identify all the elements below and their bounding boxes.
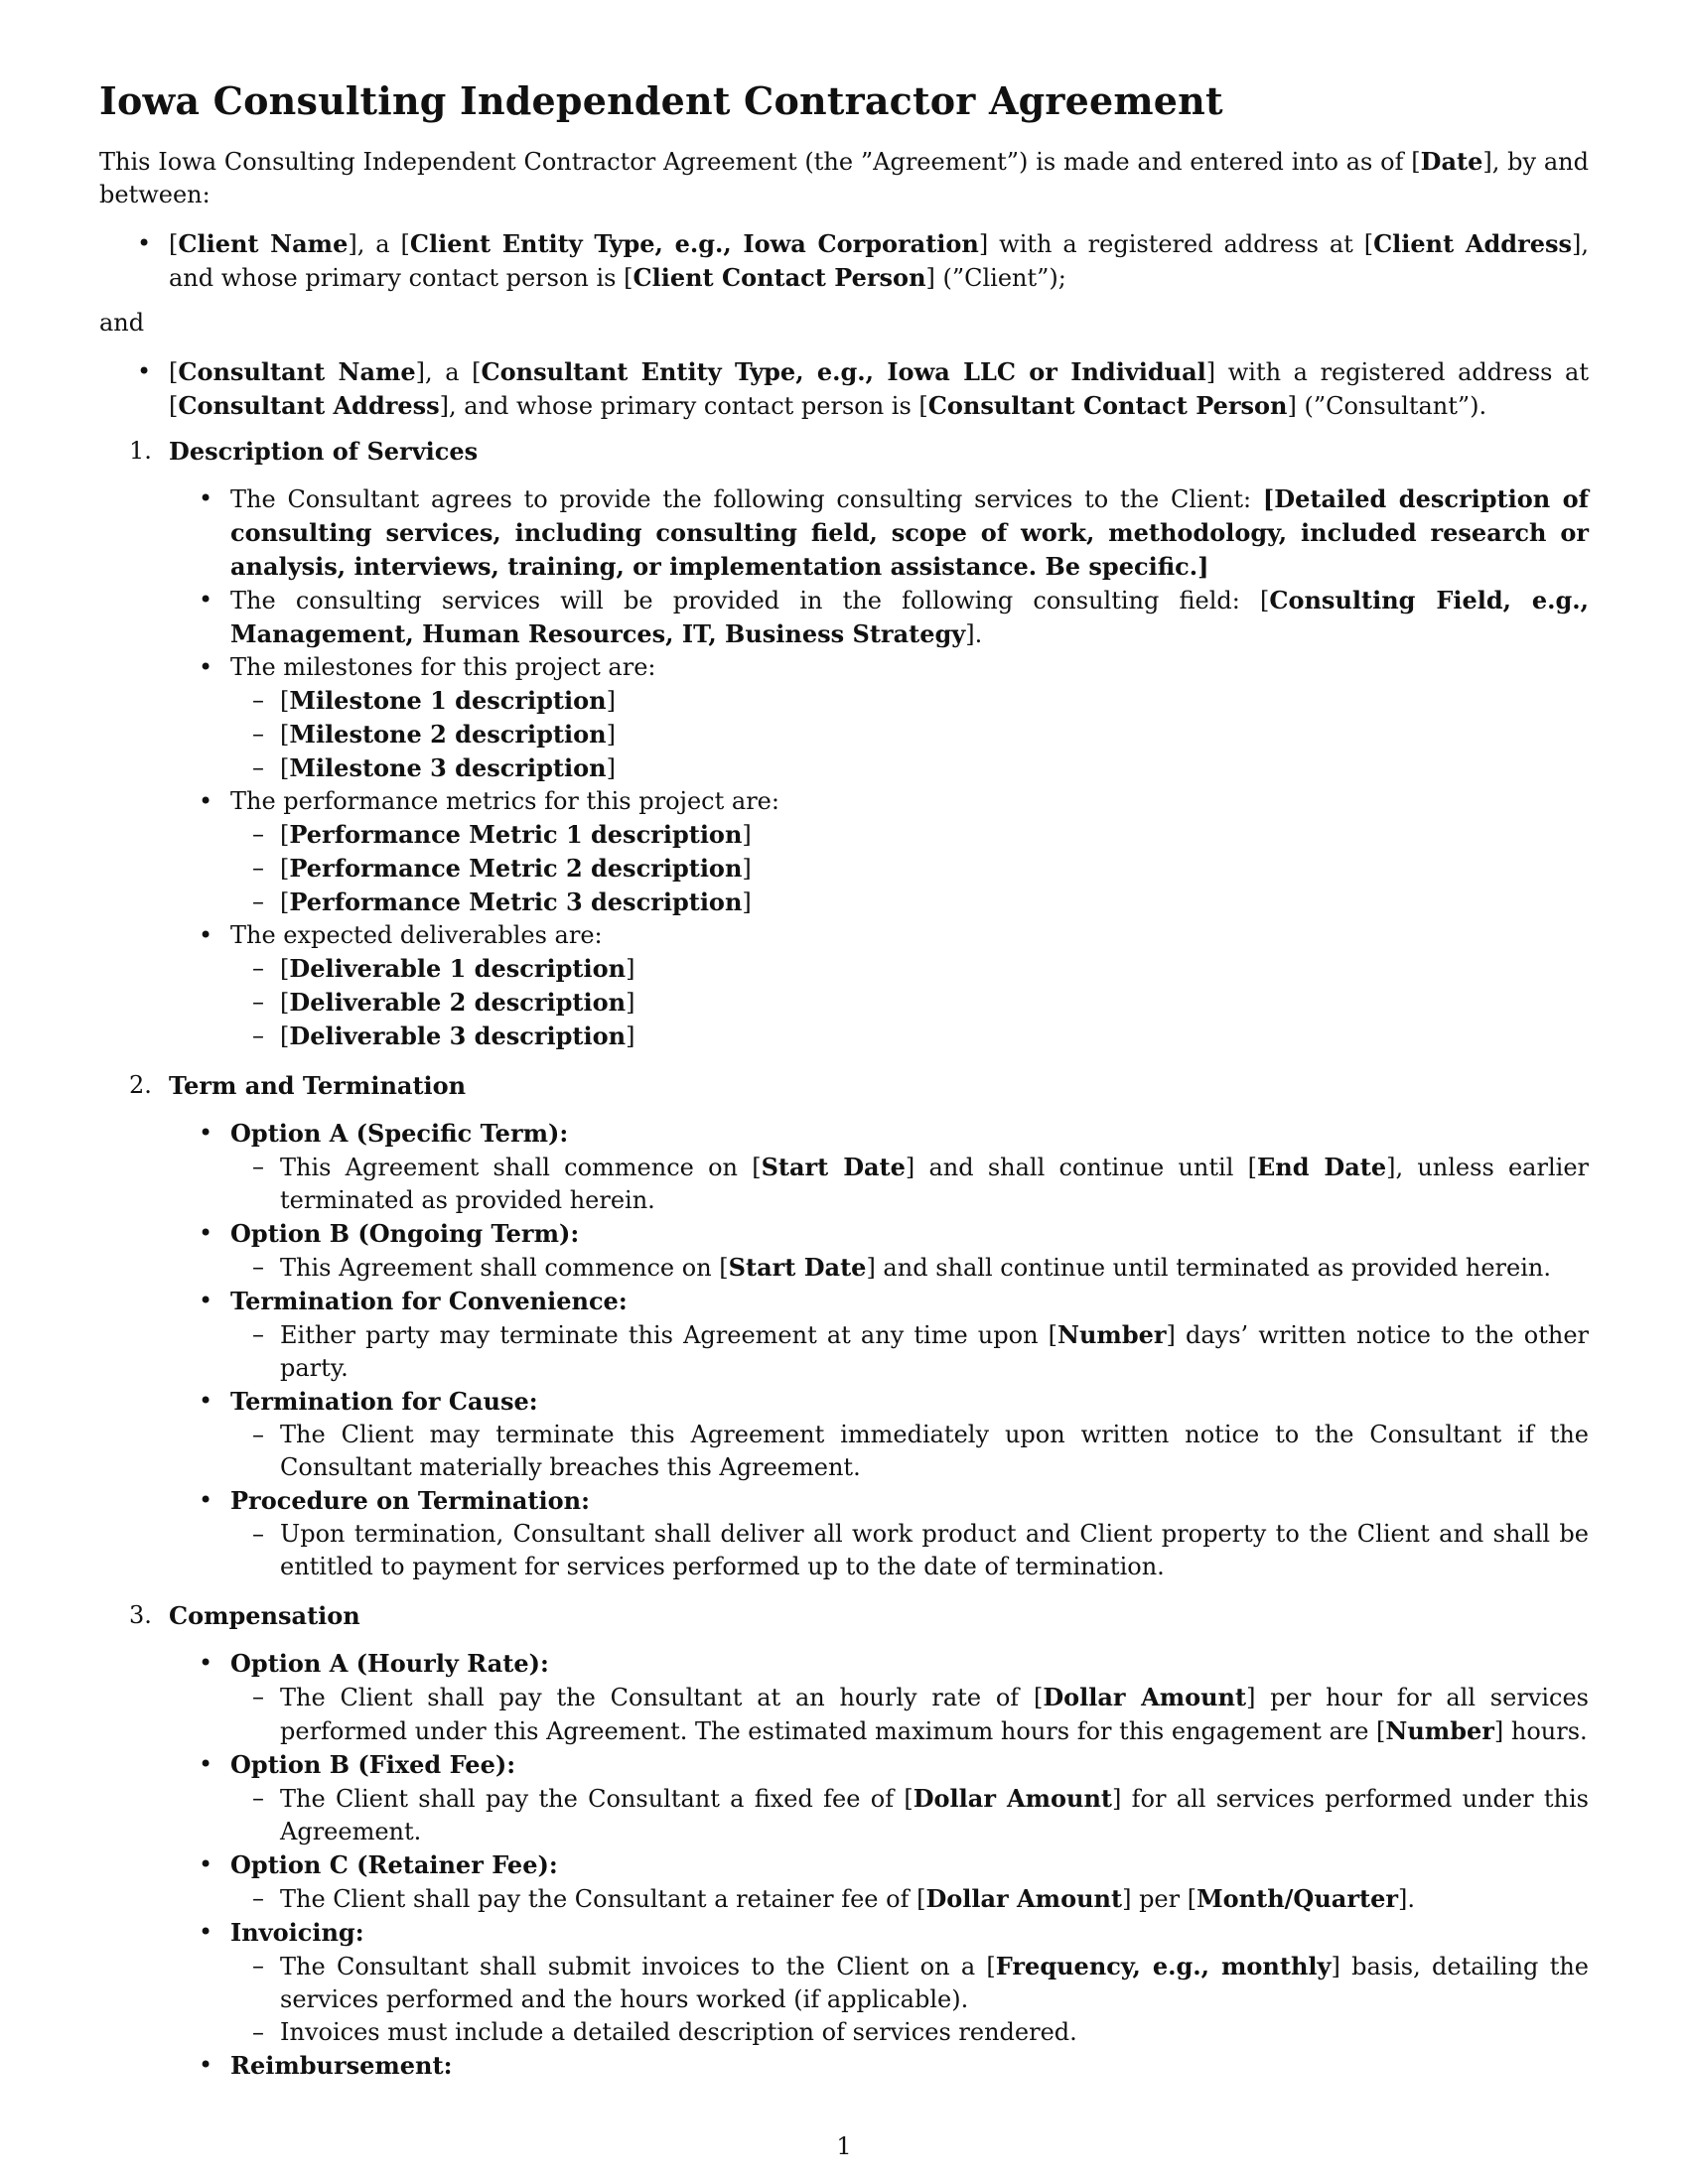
section-number: 3. bbox=[129, 1601, 152, 1629]
date-placeholder: Date bbox=[1420, 147, 1483, 176]
client-entity-placeholder: Client Entity Type, e.g., Iowa Corporation bbox=[409, 229, 979, 258]
compensation-list bbox=[169, 1647, 1589, 2083]
list-item: – [Deliverable 1 description] bbox=[230, 952, 1589, 986]
list-item: – [Milestone 2 description] bbox=[230, 718, 1589, 751]
list-item: – Upon termination, Consultant shall deliver all work product and Client property to the Client and shall be entitled to payment for services performed up to the date of termination. bbox=[230, 1518, 1589, 1583]
comp-option-a: • Option A (Hourly Rate): – The Client shall pay the Consultant at an hourly rate of [Dollar Amount] per hour for all services performed under this Agreement. The estimated maximum hours for this engagement are [Number] hours. bbox=[169, 1647, 1589, 1748]
section-title: Description of Services bbox=[169, 437, 479, 466]
invoicing: • Invoicing: – The Consultant shall submit invoices to the Client on a [Frequency, e.g., monthly] basis, detailing the services performed and the hours worked (if applicable). – Invoices must include a detailed description of services rendered. bbox=[169, 1916, 1589, 2049]
sections-list bbox=[99, 435, 1589, 2083]
section-compensation bbox=[99, 1599, 1589, 2083]
services-list bbox=[169, 482, 1589, 1053]
consultant-party-list bbox=[99, 355, 1589, 423]
section-term-and-termination bbox=[99, 1069, 1589, 1583]
milestones-item: • The milestones for this project are: – [Milestone 1 description] – [Milestone 2 description] – [Milestone 3 description] bbox=[169, 651, 1589, 785]
consultant-party: • [Consultant Name], a [Consultant Entity Type, e.g., Iowa LLC or Individual] with a registered address at [Consultant Address], and whose primary contact person is [Consultant Contact Person] (”Consultant”). bbox=[99, 355, 1589, 423]
services-placeholder: [Detailed description of consulting services, including consulting field, scope of work, methodology, included research or analysis, interviews, training, or implementation assistance. Be specific.] bbox=[230, 484, 1589, 581]
section-number: 2. bbox=[129, 1071, 152, 1099]
section-title: Compensation bbox=[169, 1601, 360, 1630]
list-item: – [Deliverable 2 description] bbox=[230, 986, 1589, 1020]
page-number: 1 bbox=[836, 2132, 852, 2160]
list-item: – [Milestone 3 description] bbox=[230, 751, 1589, 785]
metrics-list bbox=[230, 818, 1589, 919]
termination-procedure: • Procedure on Termination: – Upon termination, Consultant shall deliver all work product and Client property to the Client and shall be entitled to payment for services performed up to the date of termination. bbox=[169, 1484, 1589, 1583]
term-option-b: • Option B (Ongoing Term): – This Agreement shall commence on [Start Date] and shall continue until terminated as provided herein. bbox=[169, 1217, 1589, 1285]
client-contact-placeholder: Client Contact Person bbox=[633, 263, 926, 292]
field-placeholder: Consulting Field, e.g., Management, Human Resources, IT, Business Strategy bbox=[230, 586, 1590, 648]
deliverables-item: • The expected deliverables are: – [Deliverable 1 description] – [Deliverable 2 description] – [Deliverable 3 description] bbox=[169, 919, 1589, 1053]
comp-option-c: • Option C (Retainer Fee): – The Client shall pay the Consultant a retainer fee of [Dollar Amount] per [Month/Quarter]. bbox=[169, 1848, 1589, 1916]
services-item: • The Consultant agrees to provide the following consulting services to the Client: [Detailed description of consulting services, including consulting field, scope of work, methodology, included research or analysis, interviews, training, or implementation assistance. Be specific.] bbox=[169, 482, 1589, 584]
term-option-a: • Option A (Specific Term): – This Agreement shall commence on [Start Date] and shall continue until [End Date], unless earlier terminated as provided herein. bbox=[169, 1117, 1589, 1217]
list-item: – The Consultant shall submit invoices to the Client on a [Frequency, e.g., monthly] basis, detailing the services performed and the hours worked (if applicable). bbox=[230, 1950, 1589, 2016]
deliverables-list bbox=[230, 952, 1589, 1053]
client-party: • [Client Name], a [Client Entity Type, e.g., Iowa Corporation] with a registered address at [Client Address], and whose primary contact person is [Client Contact Person] (”Client”); bbox=[99, 227, 1589, 295]
comp-option-b: • Option B (Fixed Fee): – The Client shall pay the Consultant a fixed fee of [Dollar Amount] for all services performed under this Agreement. bbox=[169, 1748, 1589, 1848]
document-page bbox=[99, 77, 1589, 2099]
document-title: Iowa Consulting Independent Contractor Agreement bbox=[99, 78, 1223, 123]
termination-convenience: • Termination for Convenience: – Either party may terminate this Agreement at any time upon [Number] days’ written notice to the other party. bbox=[169, 1285, 1589, 1385]
list-item: – The Client shall pay the Consultant at an hourly rate of [Dollar Amount] per hour for all services performed under this Agreement. The estimated maximum hours for this engagement are [Number] hours. bbox=[230, 1681, 1589, 1748]
and-connector: and bbox=[99, 309, 145, 337]
consultant-address-placeholder: Consultant Address bbox=[178, 391, 440, 420]
milestones-list bbox=[230, 684, 1589, 785]
consultant-entity-placeholder: Consultant Entity Type, e.g., Iowa LLC or Individual bbox=[481, 357, 1206, 386]
client-party-list bbox=[99, 227, 1589, 295]
list-item: – This Agreement shall commence on [Start Date] and shall continue until terminated as provided herein. bbox=[230, 1251, 1589, 1285]
section-description-of-services bbox=[99, 435, 1589, 1053]
list-item: – The Client shall pay the Consultant a fixed fee of [Dollar Amount] for all services performed under this Agreement. bbox=[230, 1782, 1589, 1848]
term-list bbox=[169, 1117, 1589, 1583]
list-item: – The Client may terminate this Agreement immediately upon written notice to the Consultant if the Consultant materially breaches this Agreement. bbox=[230, 1419, 1589, 1484]
intro-paragraph: This Iowa Consulting Independent Contractor Agreement (the ”Agreement”) is made and entered into as of [Date], by and between: bbox=[99, 147, 1589, 208]
list-item: – The Client shall pay the Consultant a retainer fee of [Dollar Amount] per [Month/Quarter]. bbox=[230, 1882, 1589, 1916]
consultant-contact-placeholder: Consultant Contact Person bbox=[927, 391, 1288, 420]
list-item: – Either party may terminate this Agreement at any time upon [Number] days’ written notice to the other party. bbox=[230, 1318, 1589, 1385]
list-item: – [Performance Metric 3 description] bbox=[230, 886, 1589, 919]
list-item: – [Milestone 1 description] bbox=[230, 684, 1589, 718]
metrics-item: • The performance metrics for this project are: – [Performance Metric 1 description] – [Performance Metric 2 description] – [Performance Metric 3 description] bbox=[169, 785, 1589, 919]
client-address-placeholder: Client Address bbox=[1373, 229, 1573, 258]
client-name-placeholder: Client Name bbox=[178, 229, 349, 258]
list-item: – [Performance Metric 2 description] bbox=[230, 852, 1589, 886]
reimbursement: • Reimbursement: bbox=[169, 2049, 1589, 2083]
consultant-name-placeholder: Consultant Name bbox=[178, 357, 416, 386]
field-item: • The consulting services will be provided in the following consulting field: [Consulting Field, e.g., Management, Human Resources, IT, Business Strategy]. bbox=[169, 584, 1589, 651]
list-item: – This Agreement shall commence on [Start Date] and shall continue until [End Date], unless earlier terminated as provided herein. bbox=[230, 1151, 1589, 1217]
list-item: – [Performance Metric 1 description] bbox=[230, 818, 1589, 852]
section-title: Term and Termination bbox=[169, 1071, 467, 1100]
section-number: 1. bbox=[129, 437, 152, 465]
list-item: – [Deliverable 3 description] bbox=[230, 1020, 1589, 1053]
termination-cause: • Termination for Cause: – The Client may terminate this Agreement immediately upon written notice to the Consultant if the Consultant materially breaches this Agreement. bbox=[169, 1385, 1589, 1484]
list-item: – Invoices must include a detailed description of services rendered. bbox=[230, 2016, 1589, 2049]
